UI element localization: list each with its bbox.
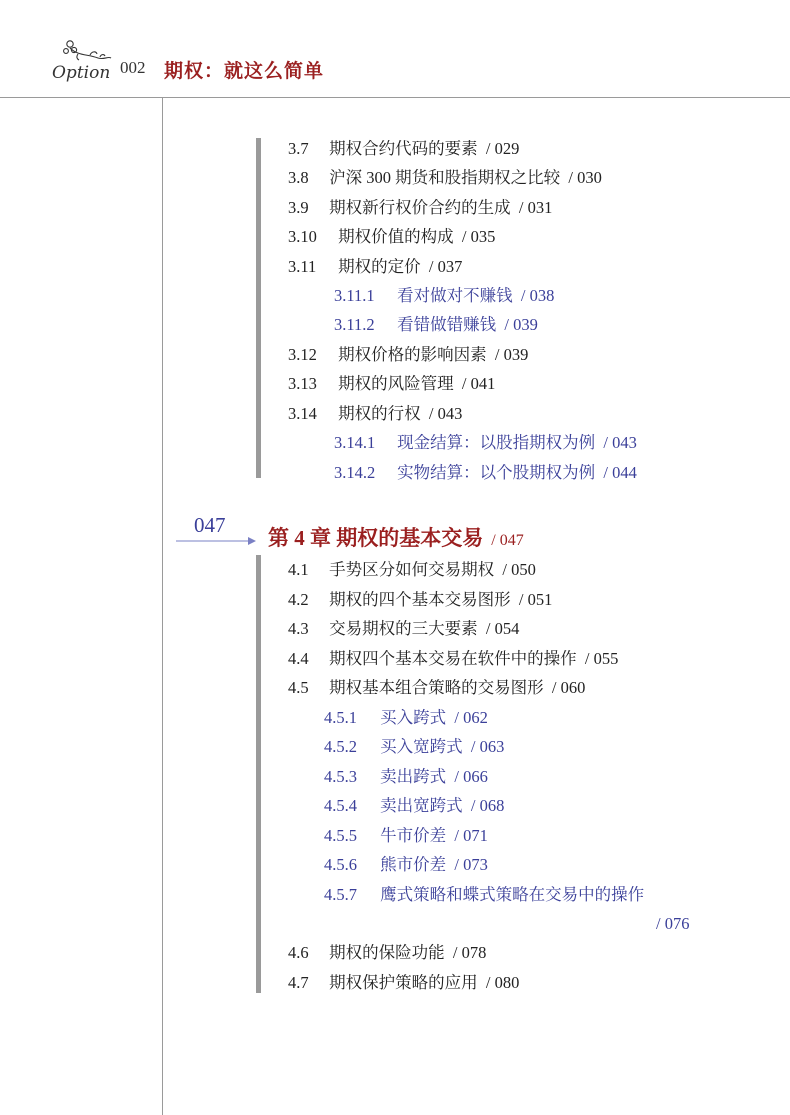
toc-title: 牛市价差	[380, 826, 447, 845]
toc-title: 期权保护策略的应用	[329, 973, 478, 992]
toc-entry[interactable]	[288, 973, 519, 993]
toc-number: 4.7	[288, 973, 309, 992]
option-logo-icon	[48, 36, 114, 86]
toc-title: 买入宽跨式	[380, 737, 463, 756]
toc-subentry[interactable]	[324, 767, 488, 787]
toc-title: 期权价格的影响因素	[338, 345, 487, 364]
toc-number: 3.8	[288, 168, 309, 187]
toc-title: 期权的定价	[338, 257, 421, 276]
toc-number: 4.5.1	[324, 708, 357, 727]
toc-subentry[interactable]	[324, 826, 488, 846]
toc-entry[interactable]	[288, 198, 552, 218]
toc-page: / 035	[461, 227, 496, 246]
toc-page-continued	[656, 914, 689, 934]
toc-number: 4.5.3	[324, 767, 357, 786]
toc-number: 3.12	[288, 345, 317, 364]
toc-title: 期权四个基本交易在软件中的操作	[329, 649, 577, 668]
toc-title: 期权价值的构成	[338, 227, 454, 246]
toc-entry[interactable]	[288, 560, 536, 580]
toc-page: / 076	[656, 914, 690, 933]
toc-title: 期权基本组合策略的交易图形	[329, 678, 544, 697]
toc-page: / 038	[520, 286, 555, 305]
toc-page: / 043	[428, 404, 463, 423]
toc-entry[interactable]	[288, 139, 519, 159]
toc-entry[interactable]	[288, 619, 519, 639]
toc-page: / 063	[470, 737, 505, 756]
book-title: 期权：就这么简单	[164, 60, 325, 82]
toc-subentry[interactable]	[324, 796, 504, 816]
toc-subentry[interactable]	[324, 708, 488, 728]
section-bar	[256, 138, 261, 478]
toc-number: 3.13	[288, 374, 317, 393]
toc-page: / 043	[603, 433, 637, 452]
chapter-title: 第 4 章 期权的基本交易	[268, 526, 484, 550]
toc-number: 4.5.4	[324, 796, 357, 815]
logo-text: Option	[52, 63, 111, 83]
toc-entry[interactable]	[288, 649, 618, 669]
toc-page: / 044	[603, 463, 637, 482]
toc-number: 4.2	[288, 590, 309, 609]
toc-number: 4.5.6	[324, 855, 357, 874]
toc-title: 交易期权的三大要素	[329, 619, 478, 638]
chapter-page: / 047	[491, 532, 524, 549]
toc-title: 熊市价差	[380, 855, 447, 874]
toc-entry[interactable]	[288, 943, 486, 963]
toc-number: 4.1	[288, 560, 309, 579]
toc-page: / 029	[485, 139, 520, 158]
toc-entry[interactable]	[288, 227, 495, 247]
toc-number: 3.14.1	[334, 433, 376, 452]
toc-page: / 060	[551, 678, 586, 697]
toc-number: 4.5.7	[324, 885, 357, 904]
toc-subentry[interactable]	[334, 433, 637, 453]
toc-subentry[interactable]	[334, 286, 554, 306]
toc-number: 4.4	[288, 649, 309, 668]
toc-title: 鹰式策略和蝶式策略在交易中的操作	[380, 885, 645, 904]
toc-number: 3.11.2	[334, 315, 375, 334]
toc-entry[interactable]	[288, 404, 462, 424]
section-bar	[256, 555, 261, 993]
toc-entry[interactable]	[288, 168, 602, 188]
toc-title: 手势区分如何交易期权	[329, 560, 495, 579]
toc-number: 4.5.2	[324, 737, 357, 756]
toc-page: / 030	[568, 168, 602, 187]
toc-page: / 066	[454, 767, 488, 786]
toc-number: 3.10	[288, 227, 317, 246]
toc-number: 3.14	[288, 404, 317, 423]
page-header	[0, 0, 790, 98]
toc-title: 实物结算：以个股期权为例	[397, 463, 596, 482]
toc-page: / 039	[494, 345, 529, 364]
toc-subentry[interactable]	[324, 855, 488, 875]
arrow-right-icon	[176, 535, 256, 547]
toc-title: 卖出宽跨式	[380, 796, 463, 815]
toc-number: 4.5.5	[324, 826, 357, 845]
toc-page: / 080	[485, 973, 520, 992]
toc-title: 期权合约代码的要素	[329, 139, 478, 158]
toc-subentry[interactable]	[324, 737, 504, 757]
toc-title: 现金结算：以股指期权为例	[397, 433, 596, 452]
toc-page: / 051	[518, 590, 553, 609]
toc-title: 沪深 300 期货和股指期权之比较	[329, 168, 561, 187]
toc-number: 4.6	[288, 943, 309, 962]
toc-number: 3.11	[288, 257, 317, 276]
toc-title: 期权的行权	[338, 404, 421, 423]
toc-entry[interactable]	[288, 257, 462, 277]
toc-title: 卖出跨式	[380, 767, 447, 786]
side-page-number: 047	[194, 513, 226, 537]
toc-page: / 041	[461, 374, 496, 393]
chapter-heading[interactable]	[268, 522, 524, 552]
toc-title: 期权的四个基本交易图形	[329, 590, 511, 609]
toc-subentry[interactable]	[334, 315, 538, 335]
toc-number: 4.3	[288, 619, 309, 638]
toc-title: 期权的保险功能	[329, 943, 445, 962]
toc-page: / 071	[454, 826, 488, 845]
toc-title: 期权的风险管理	[338, 374, 454, 393]
toc-subentry[interactable]	[334, 463, 637, 483]
header-divider	[0, 97, 790, 98]
toc-title: 买入跨式	[380, 708, 447, 727]
toc-page: / 039	[504, 315, 538, 334]
toc-page: / 062	[454, 708, 488, 727]
toc-entry[interactable]	[288, 678, 585, 698]
toc-page: / 037	[428, 257, 463, 276]
toc-title: 看错做错赚钱	[397, 315, 497, 334]
toc-number: 4.5	[288, 678, 309, 697]
toc-page: / 078	[452, 943, 487, 962]
toc-entry[interactable]	[288, 590, 552, 610]
toc-page: / 055	[584, 649, 619, 668]
toc-number: 3.7	[288, 139, 309, 158]
toc-page: / 068	[470, 796, 505, 815]
toc-title: 看对做对不赚钱	[397, 286, 513, 305]
toc-entry[interactable]	[288, 345, 528, 365]
margin-divider	[162, 98, 163, 1115]
toc-page: / 050	[502, 560, 536, 579]
toc-page: / 054	[485, 619, 520, 638]
toc-subentry[interactable]	[324, 885, 644, 905]
toc-title: 期权新行权价合约的生成	[329, 198, 511, 217]
toc-number: 3.11.1	[334, 286, 375, 305]
toc-page: / 031	[518, 198, 553, 217]
toc-number: 3.9	[288, 198, 309, 217]
toc-number: 3.14.2	[334, 463, 376, 482]
toc-page: / 073	[454, 855, 488, 874]
page-number: 002	[120, 58, 146, 77]
toc-entry[interactable]	[288, 374, 495, 394]
